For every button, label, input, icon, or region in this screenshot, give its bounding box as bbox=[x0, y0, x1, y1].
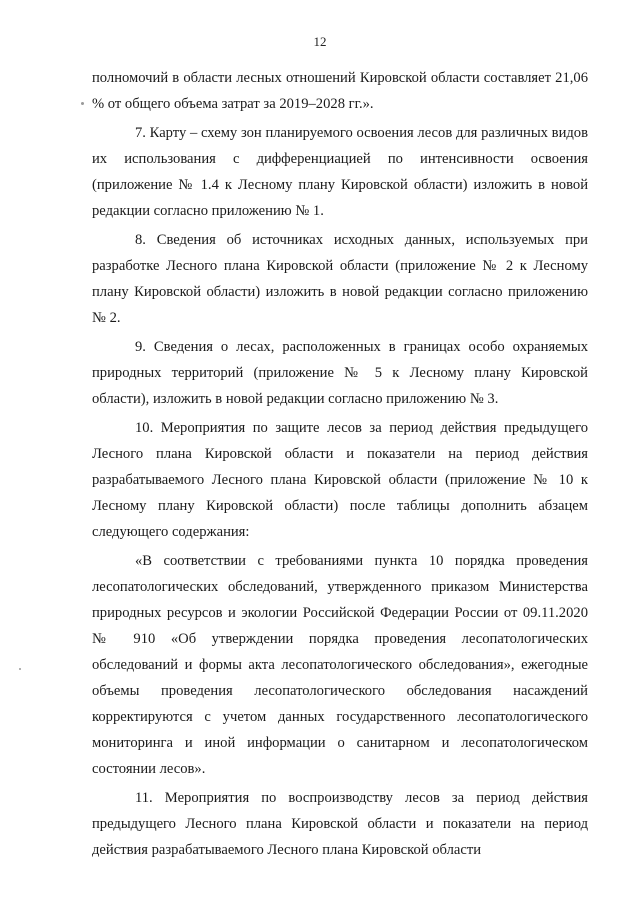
paragraph-item-9: 9. Сведения о лесах, расположенных в границах особо охраняемых природных территорий (приложение № 5 к Лесному плану Кировской области), изложить в новой редакции согласно приложению № 3. bbox=[92, 339, 588, 407]
scan-speck bbox=[81, 102, 84, 105]
paragraph-continuation: полномочий в области лесных отношений Кировской области составляет 21,06 % от общего объема затрат за 2019–2028 гг.». bbox=[92, 70, 588, 112]
paragraph-item-7: 7. Карту – схему зон планируемого освоения лесов для различных видов их использования с дифференциацией по интенсивности освоения (приложение № 1.4 к Лесному плану Кировской области) изложить в новой редакции согласно приложению № 1. bbox=[92, 125, 588, 219]
paragraph-item-10-quote: «В соответствии с требованиями пункта 10 порядка проведения лесопатологических обследований, утвержденного приказом Министерства природных ресурсов и экологии Российской Федерации России от 09.11.2020 № 910 «Об утверждении порядка проведения лесопатологических обследований и формы акта лесопатологического обследования», ежегодные объемы проведения лесопатологического обследования насаждений корректируются с учетом данных государственного лесопатологического мониторинга и иной информации о санитарном и лесопатологическом состоянии лесов». bbox=[92, 553, 588, 777]
page-number: 12 bbox=[313, 34, 327, 49]
paragraph-item-8: 8. Сведения об источниках исходных данных, используемых при разработке Лесного плана Кировской области (приложение № 2 к Лесному плану Кировской области) изложить в новой редакции согласно приложению № 2. bbox=[92, 232, 588, 326]
document-body bbox=[92, 65, 588, 867]
scan-speck bbox=[19, 668, 21, 670]
paragraph-item-10: 10. Мероприятия по защите лесов за период действия предыдущего Лесного плана Кировской области и показатели на период действия разрабатываемого Лесного плана Кировской области (приложение № 10 к Лесному плану Кировской области) после таблицы дополнить абзацем следующего содержания: bbox=[92, 420, 588, 540]
paragraph-item-11: 11. Мероприятия по воспроизводству лесов за период действия предыдущего Лесного плана Кировской области и показатели на период действия разрабатываемого Лесного плана Кировской области bbox=[92, 790, 588, 858]
